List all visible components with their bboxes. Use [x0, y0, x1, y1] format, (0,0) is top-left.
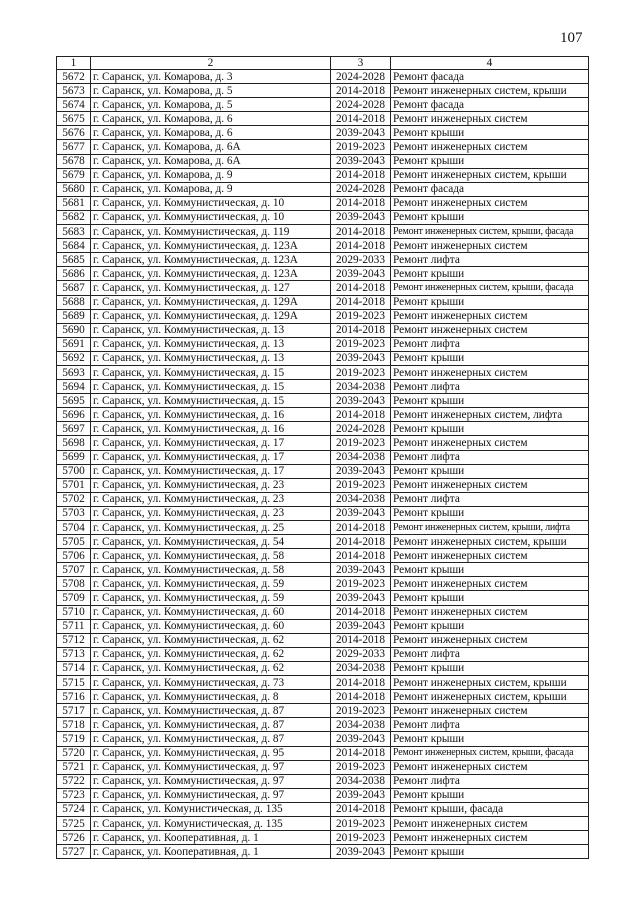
address-cell: г. Саранск, ул. Коммунистическая, д. 129А	[91, 295, 331, 309]
work-type-cell: Ремонт инженерных систем	[391, 196, 589, 210]
table-row	[57, 549, 589, 563]
work-type-cell: Ремонт инженерных систем, крыши	[391, 84, 589, 98]
row-number-cell: 5698	[57, 436, 91, 450]
work-type-cell: Ремонт лифта	[391, 774, 589, 788]
work-type-cell: Ремонт инженерных систем	[391, 140, 589, 154]
table-row	[57, 140, 589, 154]
column-header-1: 1	[57, 57, 91, 70]
row-number-cell: 5687	[57, 281, 91, 295]
period-cell: 2014-2018	[331, 281, 391, 295]
address-cell: г. Саранск, ул. Комарова, д. 9	[91, 182, 331, 196]
work-type-cell: Ремонт инженерных систем	[391, 309, 589, 323]
period-cell: 2014-2018	[331, 746, 391, 760]
period-cell: 2039-2043	[331, 788, 391, 802]
address-cell: г. Саранск, ул. Комарова, д. 5	[91, 98, 331, 112]
address-cell: г. Саранск, ул. Коммунистическая, д. 123А	[91, 267, 331, 281]
table-row	[57, 690, 589, 704]
work-type-cell: Ремонт крыши	[391, 661, 589, 675]
address-cell: г. Саранск, ул. Коммунистическая, д. 87	[91, 732, 331, 746]
row-number-cell: 5726	[57, 831, 91, 845]
table-row	[57, 746, 589, 760]
table-row	[57, 676, 589, 690]
repair-schedule-table	[56, 56, 589, 859]
table-row	[57, 647, 589, 661]
table-row	[57, 661, 589, 675]
work-type-cell: Ремонт крыши, фасада	[391, 802, 589, 816]
table-row	[57, 521, 589, 535]
address-cell: г. Саранск, ул. Коммунистическая, д. 23	[91, 506, 331, 520]
table-row	[57, 436, 589, 450]
address-cell: г. Саранск, ул. Комарова, д. 3	[91, 70, 331, 84]
work-type-cell: Ремонт лифта	[391, 450, 589, 464]
address-cell: г. Саранск, ул. Коммунистическая, д. 10	[91, 196, 331, 210]
row-number-cell: 5717	[57, 704, 91, 718]
table-row	[57, 309, 589, 323]
row-number-cell: 5695	[57, 394, 91, 408]
address-cell: г. Саранск, ул. Комарова, д. 9	[91, 168, 331, 182]
work-type-cell: Ремонт крыши	[391, 295, 589, 309]
table-row	[57, 732, 589, 746]
row-number-cell: 5691	[57, 337, 91, 351]
address-cell: г. Саранск, ул. Коммунистическая, д. 13	[91, 337, 331, 351]
address-cell: г. Саранск, ул. Коммунистическая, д. 23	[91, 478, 331, 492]
table-row	[57, 619, 589, 633]
table-row	[57, 605, 589, 619]
period-cell: 2014-2018	[331, 196, 391, 210]
row-number-cell: 5705	[57, 535, 91, 549]
row-number-cell: 5724	[57, 802, 91, 816]
work-type-cell: Ремонт фасада	[391, 182, 589, 196]
period-cell: 2019-2023	[331, 365, 391, 379]
address-cell: г. Саранск, ул. Коммунистическая, д. 58	[91, 563, 331, 577]
address-cell: г. Саранск, ул. Коммунистическая, д. 95	[91, 746, 331, 760]
period-cell: 2034-2038	[331, 450, 391, 464]
period-cell: 2019-2023	[331, 577, 391, 591]
work-type-cell: Ремонт инженерных систем	[391, 577, 589, 591]
period-cell: 2039-2043	[331, 732, 391, 746]
address-cell: г. Саранск, ул. Коммунистическая, д. 17	[91, 436, 331, 450]
work-type-cell: Ремонт инженерных систем, крыши	[391, 676, 589, 690]
work-type-cell: Ремонт крыши	[391, 591, 589, 605]
address-cell: г. Саранск, ул. Коммунистическая, д. 15	[91, 394, 331, 408]
work-type-cell: Ремонт крыши	[391, 267, 589, 281]
row-number-cell: 5699	[57, 450, 91, 464]
period-cell: 2029-2033	[331, 253, 391, 267]
address-cell: г. Саранск, ул. Коммунистическая, д. 59	[91, 591, 331, 605]
row-number-cell: 5712	[57, 633, 91, 647]
table-row	[57, 295, 589, 309]
table-row	[57, 450, 589, 464]
period-cell: 2034-2038	[331, 661, 391, 675]
table-row	[57, 577, 589, 591]
row-number-cell: 5690	[57, 323, 91, 337]
address-cell: г. Саранск, ул. Комарова, д. 6	[91, 126, 331, 140]
row-number-cell: 5672	[57, 70, 91, 84]
address-cell: г. Саранск, ул. Коммунистическая, д. 16	[91, 422, 331, 436]
address-cell: г. Саранск, ул. Коммунистическая, д. 123А	[91, 239, 331, 253]
table-row	[57, 365, 589, 379]
work-type-cell: Ремонт крыши	[391, 506, 589, 520]
row-number-cell: 5676	[57, 126, 91, 140]
period-cell: 2034-2038	[331, 492, 391, 506]
table-row	[57, 323, 589, 337]
row-number-cell: 5706	[57, 549, 91, 563]
period-cell: 2014-2018	[331, 295, 391, 309]
row-number-cell: 5703	[57, 506, 91, 520]
table-row	[57, 281, 589, 295]
period-cell: 2014-2018	[331, 802, 391, 816]
table-row	[57, 253, 589, 267]
work-type-cell: Ремонт инженерных систем	[391, 436, 589, 450]
address-cell: г. Саранск, ул. Коммунистическая, д. 87	[91, 704, 331, 718]
address-cell: г. Саранск, ул. Коммунистическая, д. 119	[91, 225, 331, 239]
table-row	[57, 464, 589, 478]
row-number-cell: 5682	[57, 210, 91, 224]
period-cell: 2034-2038	[331, 774, 391, 788]
row-number-cell: 5688	[57, 295, 91, 309]
address-cell: г. Саранск, ул. Коммунистическая, д. 129А	[91, 309, 331, 323]
row-number-cell: 5704	[57, 521, 91, 535]
period-cell: 2039-2043	[331, 591, 391, 605]
table-row	[57, 182, 589, 196]
address-cell: г. Саранск, ул. Коммунистическая, д. 15	[91, 380, 331, 394]
table-row	[57, 168, 589, 182]
work-type-cell: Ремонт фасада	[391, 98, 589, 112]
period-cell: 2019-2023	[331, 816, 391, 830]
work-type-cell: Ремонт крыши	[391, 732, 589, 746]
row-number-cell: 5709	[57, 591, 91, 605]
work-type-cell: Ремонт инженерных систем, крыши	[391, 690, 589, 704]
row-number-cell: 5716	[57, 690, 91, 704]
period-cell: 2019-2023	[331, 309, 391, 323]
period-cell: 2019-2023	[331, 478, 391, 492]
table-row	[57, 126, 589, 140]
table-row	[57, 337, 589, 351]
work-type-cell: Ремонт инженерных систем	[391, 633, 589, 647]
address-cell: г. Саранск, ул. Коммунистическая, д. 25	[91, 521, 331, 535]
address-cell: г. Саранск, ул. Комарова, д. 6	[91, 112, 331, 126]
address-cell: г. Саранск, ул. Комарова, д. 6А	[91, 154, 331, 168]
work-type-cell: Ремонт лифта	[391, 492, 589, 506]
table-row	[57, 831, 589, 845]
work-type-cell: Ремонт лифта	[391, 253, 589, 267]
table-row	[57, 380, 589, 394]
table-row	[57, 408, 589, 422]
row-number-cell: 5697	[57, 422, 91, 436]
row-number-cell: 5679	[57, 168, 91, 182]
work-type-cell: Ремонт крыши	[391, 845, 589, 859]
period-cell: 2039-2043	[331, 267, 391, 281]
address-cell: г. Саранск, ул. Коммунистическая, д. 17	[91, 464, 331, 478]
row-number-cell: 5683	[57, 225, 91, 239]
row-number-cell: 5720	[57, 746, 91, 760]
table-row	[57, 704, 589, 718]
address-cell: г. Саранск, ул. Коммунистическая, д. 13	[91, 351, 331, 365]
table-row	[57, 70, 589, 84]
address-cell: г. Саранск, ул. Коммунистическая, д. 60	[91, 619, 331, 633]
row-number-cell: 5702	[57, 492, 91, 506]
work-type-cell: Ремонт крыши	[391, 154, 589, 168]
period-cell: 2024-2028	[331, 422, 391, 436]
period-cell: 2019-2023	[331, 760, 391, 774]
work-type-cell: Ремонт инженерных систем	[391, 112, 589, 126]
period-cell: 2014-2018	[331, 112, 391, 126]
address-cell: г. Саранск, ул. Комарова, д. 5	[91, 84, 331, 98]
work-type-cell: Ремонт инженерных систем, крыши, фасада	[391, 746, 589, 760]
period-cell: 2024-2028	[331, 98, 391, 112]
address-cell: г. Саранск, ул. Коммунистическая, д. 17	[91, 450, 331, 464]
page-number: 107	[560, 30, 583, 46]
row-number-cell: 5718	[57, 718, 91, 732]
row-number-cell: 5715	[57, 676, 91, 690]
table-row	[57, 760, 589, 774]
period-cell: 2039-2043	[331, 563, 391, 577]
address-cell: г. Саранск, ул. Коммунистическая, д. 60	[91, 605, 331, 619]
table-row	[57, 492, 589, 506]
table-row	[57, 154, 589, 168]
address-cell: г. Саранск, ул. Коммунистическая, д. 15	[91, 365, 331, 379]
row-number-cell: 5678	[57, 154, 91, 168]
period-cell: 2019-2023	[331, 436, 391, 450]
work-type-cell: Ремонт инженерных систем, крыши	[391, 168, 589, 182]
work-type-cell: Ремонт лифта	[391, 718, 589, 732]
work-type-cell: Ремонт инженерных систем	[391, 239, 589, 253]
row-number-cell: 5727	[57, 845, 91, 859]
period-cell: 2039-2043	[331, 154, 391, 168]
column-header-2: 2	[91, 57, 331, 70]
address-cell: г. Саранск, ул. Коммунистическая, д. 16	[91, 408, 331, 422]
row-number-cell: 5692	[57, 351, 91, 365]
period-cell: 2039-2043	[331, 351, 391, 365]
period-cell: 2019-2023	[331, 140, 391, 154]
work-type-cell: Ремонт фасада	[391, 70, 589, 84]
period-cell: 2039-2043	[331, 210, 391, 224]
table-row	[57, 718, 589, 732]
period-cell: 2039-2043	[331, 506, 391, 520]
period-cell: 2034-2038	[331, 718, 391, 732]
period-cell: 2024-2028	[331, 70, 391, 84]
work-type-cell: Ремонт инженерных систем	[391, 816, 589, 830]
table-row	[57, 239, 589, 253]
row-number-cell: 5685	[57, 253, 91, 267]
period-cell: 2029-2033	[331, 647, 391, 661]
row-number-cell: 5686	[57, 267, 91, 281]
table-row	[57, 351, 589, 365]
table-row	[57, 98, 589, 112]
row-number-cell: 5700	[57, 464, 91, 478]
table-row	[57, 535, 589, 549]
period-cell: 2019-2023	[331, 337, 391, 351]
address-cell: г. Саранск, ул. Коммунистическая, д. 127	[91, 281, 331, 295]
work-type-cell: Ремонт инженерных систем, крыши, лифта	[391, 521, 589, 535]
period-cell: 2019-2023	[331, 831, 391, 845]
table-row	[57, 422, 589, 436]
row-number-cell: 5710	[57, 605, 91, 619]
work-type-cell: Ремонт крыши	[391, 788, 589, 802]
table-row	[57, 774, 589, 788]
period-cell: 2014-2018	[331, 549, 391, 563]
table-row	[57, 591, 589, 605]
table-row	[57, 225, 589, 239]
row-number-cell: 5677	[57, 140, 91, 154]
address-cell: г. Саранск, ул. Коммунистическая, д. 13	[91, 323, 331, 337]
address-cell: г. Саранск, ул. Коммунистическая, д. 123А	[91, 253, 331, 267]
address-cell: г. Саранск, ул. Коммунистическая, д. 10	[91, 210, 331, 224]
period-cell: 2039-2043	[331, 394, 391, 408]
address-cell: г. Саранск, ул. Коммунистическая, д. 97	[91, 760, 331, 774]
work-type-cell: Ремонт лифта	[391, 647, 589, 661]
row-number-cell: 5701	[57, 478, 91, 492]
work-type-cell: Ремонт лифта	[391, 380, 589, 394]
period-cell: 2039-2043	[331, 126, 391, 140]
address-cell: г. Саранск, ул. Коммунистическая, д. 73	[91, 676, 331, 690]
row-number-cell: 5684	[57, 239, 91, 253]
address-cell: г. Саранск, ул. Коммунистическая, д. 97	[91, 774, 331, 788]
row-number-cell: 5707	[57, 563, 91, 577]
address-cell: г. Саранск, ул. Кооперативная, д. 1	[91, 831, 331, 845]
work-type-cell: Ремонт лифта	[391, 337, 589, 351]
column-header-4: 4	[391, 57, 589, 70]
period-cell: 2039-2043	[331, 845, 391, 859]
period-cell: 2014-2018	[331, 605, 391, 619]
table-row	[57, 506, 589, 520]
address-cell: г. Саранск, ул. Коммунистическая, д. 62	[91, 661, 331, 675]
work-type-cell: Ремонт крыши	[391, 394, 589, 408]
work-type-cell: Ремонт инженерных систем, крыши, фасада	[391, 281, 589, 295]
work-type-cell: Ремонт крыши	[391, 563, 589, 577]
table-row	[57, 394, 589, 408]
work-type-cell: Ремонт инженерных систем	[391, 365, 589, 379]
table-row	[57, 210, 589, 224]
period-cell: 2014-2018	[331, 84, 391, 98]
work-type-cell: Ремонт инженерных систем, крыши	[391, 535, 589, 549]
work-type-cell: Ремонт инженерных систем	[391, 478, 589, 492]
work-type-cell: Ремонт инженерных систем, лифта	[391, 408, 589, 422]
table-row	[57, 802, 589, 816]
address-cell: г. Саранск, ул. Коммунистическая, д. 23	[91, 492, 331, 506]
address-cell: г. Саранск, ул. Коммунистическая, д. 62	[91, 633, 331, 647]
row-number-cell: 5681	[57, 196, 91, 210]
row-number-cell: 5680	[57, 182, 91, 196]
period-cell: 2014-2018	[331, 168, 391, 182]
table-row	[57, 788, 589, 802]
table-row	[57, 633, 589, 647]
work-type-cell: Ремонт крыши	[391, 210, 589, 224]
work-type-cell: Ремонт крыши	[391, 464, 589, 478]
work-type-cell: Ремонт крыши	[391, 351, 589, 365]
address-cell: г. Саранск, ул. Комунистическая, д. 135	[91, 802, 331, 816]
period-cell: 2014-2018	[331, 225, 391, 239]
table-body	[57, 70, 589, 859]
row-number-cell: 5673	[57, 84, 91, 98]
period-cell: 2014-2018	[331, 535, 391, 549]
work-type-cell: Ремонт инженерных систем	[391, 549, 589, 563]
address-cell: г. Саранск, ул. Коммунистическая, д. 62	[91, 647, 331, 661]
period-cell: 2014-2018	[331, 521, 391, 535]
period-cell: 2014-2018	[331, 676, 391, 690]
work-type-cell: Ремонт инженерных систем	[391, 704, 589, 718]
work-type-cell: Ремонт крыши	[391, 126, 589, 140]
row-number-cell: 5711	[57, 619, 91, 633]
row-number-cell: 5722	[57, 774, 91, 788]
address-cell: г. Саранск, ул. Коммунистическая, д. 54	[91, 535, 331, 549]
period-cell: 2014-2018	[331, 633, 391, 647]
table-row	[57, 112, 589, 126]
table-row	[57, 816, 589, 830]
period-cell: 2014-2018	[331, 408, 391, 422]
work-type-cell: Ремонт инженерных систем	[391, 760, 589, 774]
period-cell: 2014-2018	[331, 323, 391, 337]
row-number-cell: 5725	[57, 816, 91, 830]
column-header-3: 3	[331, 57, 391, 70]
period-cell: 2039-2043	[331, 619, 391, 633]
address-cell: г. Саранск, ул. Комунистическая, д. 135	[91, 816, 331, 830]
table-row	[57, 196, 589, 210]
address-cell: г. Саранск, ул. Коммунистическая, д. 59	[91, 577, 331, 591]
work-type-cell: Ремонт инженерных систем, крыши, фасада	[391, 225, 589, 239]
work-type-cell: Ремонт инженерных систем	[391, 831, 589, 845]
period-cell: 2019-2023	[331, 704, 391, 718]
address-cell: г. Саранск, ул. Кооперативная, д. 1	[91, 845, 331, 859]
table-row	[57, 563, 589, 577]
row-number-cell: 5719	[57, 732, 91, 746]
row-number-cell: 5708	[57, 577, 91, 591]
period-cell: 2014-2018	[331, 239, 391, 253]
address-cell: г. Саранск, ул. Комарова, д. 6А	[91, 140, 331, 154]
work-type-cell: Ремонт инженерных систем	[391, 323, 589, 337]
table-row	[57, 267, 589, 281]
row-number-cell: 5674	[57, 98, 91, 112]
work-type-cell: Ремонт инженерных систем	[391, 605, 589, 619]
address-cell: г. Саранск, ул. Коммунистическая, д. 87	[91, 718, 331, 732]
row-number-cell: 5694	[57, 380, 91, 394]
address-cell: г. Саранск, ул. Коммунистическая, д. 58	[91, 549, 331, 563]
table-row	[57, 845, 589, 859]
table-row	[57, 478, 589, 492]
row-number-cell: 5721	[57, 760, 91, 774]
period-cell: 2039-2043	[331, 464, 391, 478]
row-number-cell: 5693	[57, 365, 91, 379]
period-cell: 2034-2038	[331, 380, 391, 394]
row-number-cell: 5689	[57, 309, 91, 323]
address-cell: г. Саранск, ул. Коммунистическая, д. 8	[91, 690, 331, 704]
work-type-cell: Ремонт крыши	[391, 619, 589, 633]
address-cell: г. Саранск, ул. Коммунистическая, д. 97	[91, 788, 331, 802]
row-number-cell: 5696	[57, 408, 91, 422]
table-row	[57, 84, 589, 98]
row-number-cell: 5713	[57, 647, 91, 661]
period-cell: 2024-2028	[331, 182, 391, 196]
work-type-cell: Ремонт крыши	[391, 422, 589, 436]
period-cell: 2014-2018	[331, 690, 391, 704]
table-header-row	[57, 57, 589, 70]
row-number-cell: 5714	[57, 661, 91, 675]
row-number-cell: 5675	[57, 112, 91, 126]
row-number-cell: 5723	[57, 788, 91, 802]
